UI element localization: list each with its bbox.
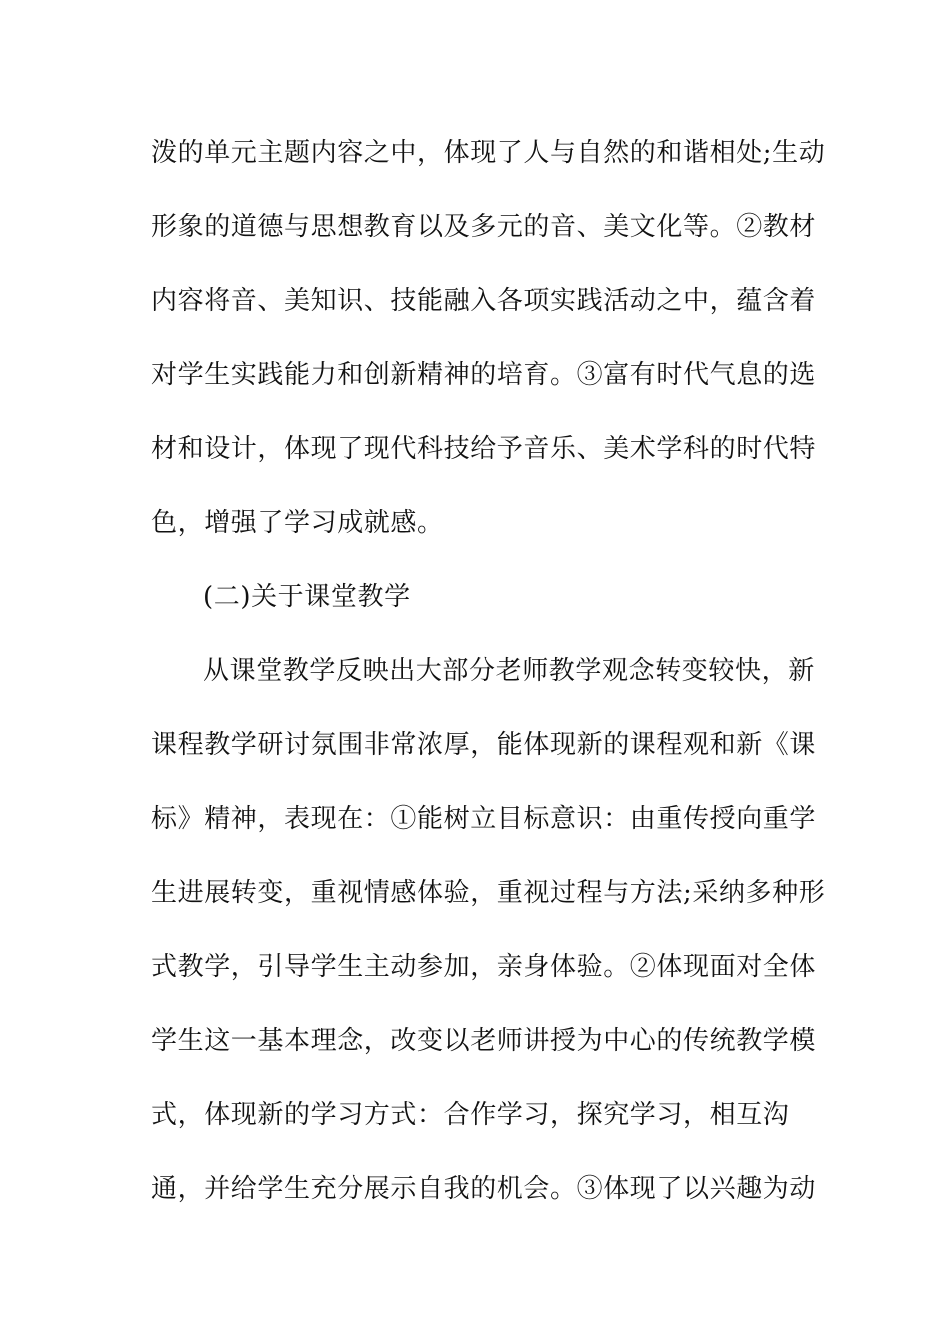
paragraph-line: 学生这一基本理念，改变以老师讲授为中心的传统教学模 (151, 1026, 817, 1056)
paragraph-line: 内容将音、美知识、技能融入各项实践活动之中，蕴含着 (151, 286, 817, 316)
paragraph-line: 通，并给学生充分展示自我的机会。③体现了以兴趣为动 (151, 1174, 817, 1204)
paragraph-line: 泼的单元主题内容之中，体现了人与自然的和谐相处;生动 (151, 138, 826, 168)
paragraph-line: 式，体现新的学习方式：合作学习，探究学习，相互沟 (151, 1100, 790, 1130)
paragraph-line: 标》精神，表现在：①能树立目标意识：由重传授向重学 (151, 804, 817, 834)
paragraph-line: 色，增强了学习成就感。 (151, 508, 444, 538)
paragraph-line: 生进展转变，重视情感体验，重视过程与方法;采纳多种形 (151, 878, 826, 908)
section-heading: (二)关于课堂教学 (203, 582, 411, 612)
paragraph-line: 对学生实践能力和创新精神的培育。③富有时代气息的选 (151, 360, 817, 390)
paragraph-line: 式教学，引导学生主动参加，亲身体验。②体现面对全体 (151, 952, 817, 982)
paragraph-line: 材和设计，体现了现代科技给予音乐、美术学科的时代特 (151, 434, 817, 464)
paragraph-line: 从课堂教学反映出大部分老师教学观念转变较快，新 (203, 656, 815, 686)
paragraph-line: 形象的道德与思想教育以及多元的音、美文化等。②教材 (151, 212, 817, 242)
paragraph-line: 课程教学研讨氛围非常浓厚，能体现新的课程观和新《课 (151, 730, 817, 760)
